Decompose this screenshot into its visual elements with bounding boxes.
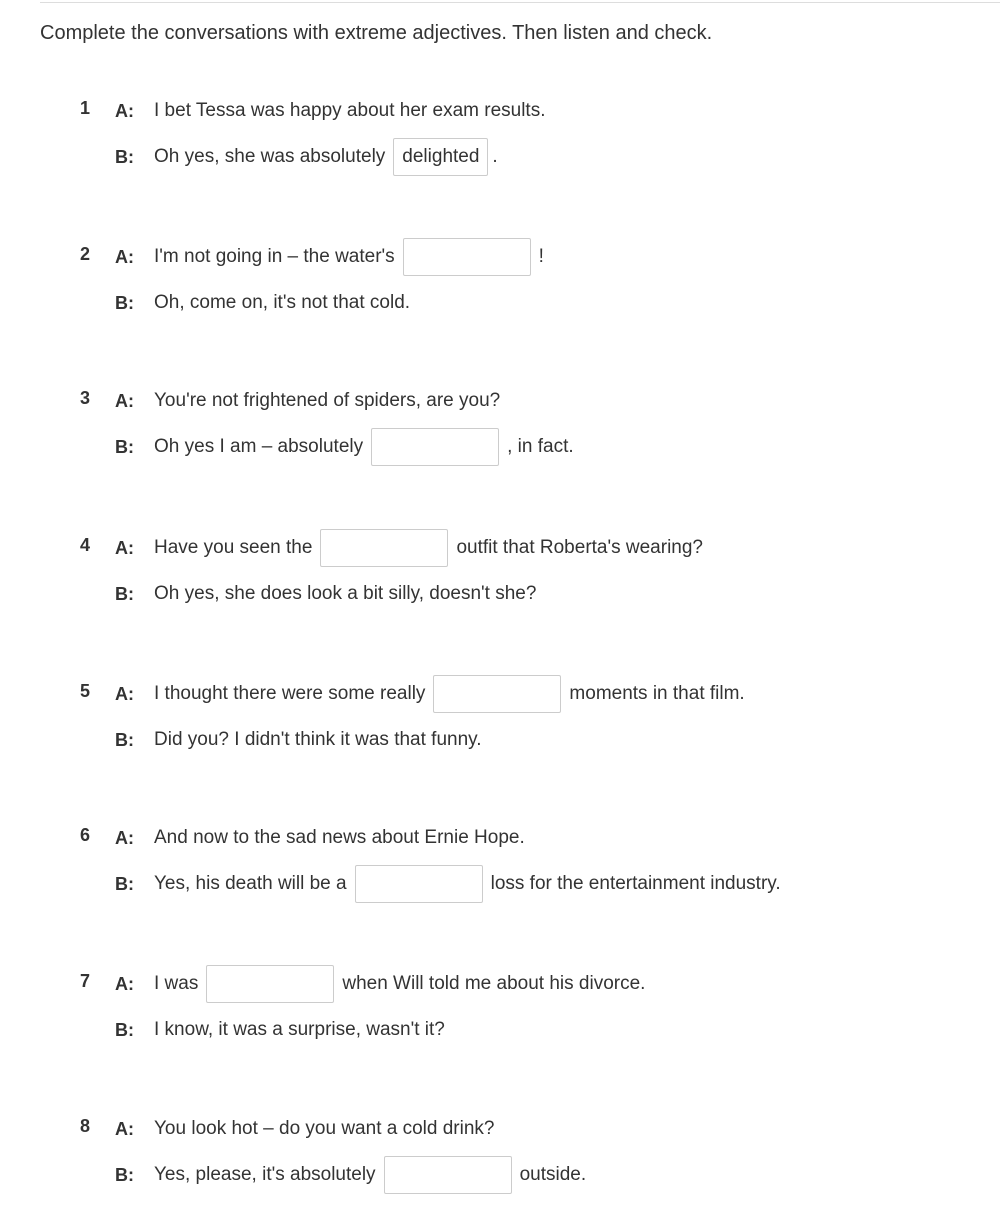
question-7 <box>0 970 1000 1070</box>
question-number: 6 <box>80 825 91 845</box>
line-text-after: loss for the entertainment industry. <box>490 873 781 894</box>
line-text: Oh yes, she does look a bit silly, doesn't she? <box>154 583 537 604</box>
line-text: Did you? I didn't think it was that funny. <box>154 729 482 750</box>
line-b <box>115 574 536 614</box>
question-number: 7 <box>80 971 91 991</box>
line-b <box>115 283 410 323</box>
line-b <box>115 427 574 467</box>
line-text-after: outfit that Roberta's wearing? <box>456 537 703 558</box>
line-text-after: moments in that film. <box>569 683 745 704</box>
line-text-before: I'm not going in – the water's <box>154 246 395 267</box>
question-number: 3 <box>80 388 91 408</box>
answer-input[interactable] <box>384 1156 512 1194</box>
speaker-label: A: <box>115 683 134 704</box>
line-text-after: . <box>492 146 498 167</box>
speaker-label: A: <box>115 246 134 267</box>
answer-input[interactable] <box>371 428 499 466</box>
line-b <box>115 720 482 760</box>
answer-input[interactable] <box>320 529 448 567</box>
line-text: I know, it was a surprise, wasn't it? <box>154 1019 445 1040</box>
line-text-before: Yes, his death will be a <box>154 873 347 894</box>
line-text: You look hot – do you want a cold drink? <box>154 1118 495 1139</box>
question-3 <box>0 387 1000 487</box>
answer-input[interactable] <box>403 238 531 276</box>
speaker-label: B: <box>115 436 134 457</box>
speaker-label: B: <box>115 1019 134 1040</box>
line-text-before: I was <box>154 973 199 994</box>
question-number: 8 <box>80 1116 91 1136</box>
line-text-before: Oh yes, she was absolutely <box>154 146 386 167</box>
line-a <box>115 674 745 714</box>
line-text-after: when Will told me about his divorce. <box>342 973 646 994</box>
line-text: You're not frightened of spiders, are you? <box>154 390 501 411</box>
speaker-label: A: <box>115 537 134 558</box>
line-a <box>115 1109 494 1149</box>
line-a <box>115 381 500 421</box>
line-b <box>115 1155 586 1195</box>
line-text-after: ! <box>538 246 544 267</box>
speaker-label: B: <box>115 873 134 894</box>
speaker-label: A: <box>115 390 134 411</box>
line-text-after: outside. <box>519 1164 587 1185</box>
answer-input[interactable] <box>355 865 483 903</box>
line-a <box>115 818 525 858</box>
answer-input[interactable] <box>206 965 334 1003</box>
line-a <box>115 528 703 568</box>
line-a <box>115 964 645 1004</box>
top-divider <box>40 2 1000 3</box>
line-text: And now to the sad news about Ernie Hope. <box>154 827 525 848</box>
speaker-label: B: <box>115 1164 134 1185</box>
speaker-label: B: <box>115 729 134 750</box>
answer-input[interactable] <box>433 675 561 713</box>
line-text: Oh, come on, it's not that cold. <box>154 292 411 313</box>
question-number: 5 <box>80 681 91 701</box>
line-text-before: I thought there were some really <box>154 683 426 704</box>
speaker-label: A: <box>115 1118 134 1139</box>
question-1 <box>0 97 1000 197</box>
line-a <box>115 237 544 277</box>
question-number: 2 <box>80 244 91 264</box>
speaker-label: B: <box>115 146 134 167</box>
speaker-label: B: <box>115 583 134 604</box>
speaker-label: A: <box>115 973 134 994</box>
speaker-label: A: <box>115 827 134 848</box>
line-text-before: Oh yes I am – absolutely <box>154 436 364 457</box>
line-text-before: Yes, please, it's absolutely <box>154 1164 376 1185</box>
question-2 <box>0 243 1000 343</box>
line-b <box>115 137 498 177</box>
line-text-before: Have you seen the <box>154 537 313 558</box>
question-8 <box>0 1115 1000 1215</box>
line-text: I bet Tessa was happy about her exam results. <box>154 100 546 121</box>
line-text-after: , in fact. <box>507 436 574 457</box>
line-b <box>115 1010 445 1050</box>
question-4 <box>0 534 1000 634</box>
line-a <box>115 91 545 131</box>
instructions: Complete the conversations with extreme adjectives. Then listen and check. <box>40 22 713 44</box>
question-number: 4 <box>80 535 91 555</box>
answer-input[interactable]: delighted <box>393 138 488 176</box>
question-5 <box>0 680 1000 780</box>
line-b <box>115 864 781 904</box>
speaker-label: A: <box>115 100 134 121</box>
speaker-label: B: <box>115 292 134 313</box>
question-number: 1 <box>80 98 91 118</box>
question-6 <box>0 824 1000 924</box>
